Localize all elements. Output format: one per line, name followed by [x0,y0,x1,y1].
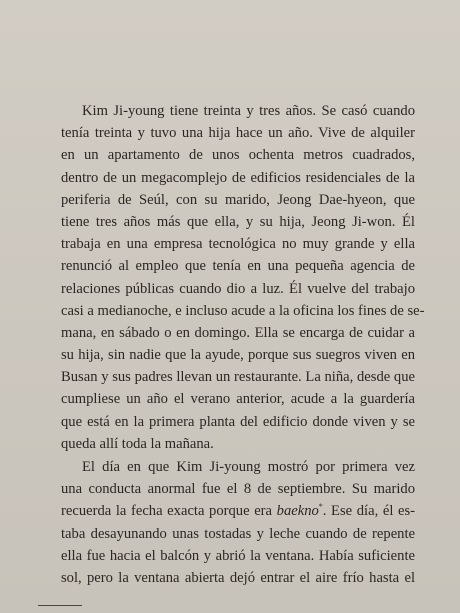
text-line: Kim Ji-young tiene treinta y tres años. Se casó cuando [82,103,415,119]
text-line: queda allí toda la mañana. [61,435,214,452]
text-line: cumpliese un año el verano anterior, acude a la guardería [61,391,415,408]
text-line: tenía treinta y tuvo una hija hace un año. Vive de alquiler [61,125,415,142]
text-fragment: recuerda la fecha exacta porque era [61,503,277,520]
text-line: una conducta anormal fue el 8 de septiembre. Su marido [61,481,415,498]
text-line: ella fue hacia el balcón y abrió la ventana. Había suficiente [61,547,415,564]
text-line: trabaja en una empresa tecnológica no muy grande y ella [61,236,415,253]
italic-term: baekno [276,503,319,520]
text-line-with-footnote [61,500,415,522]
paragraph-1 [61,100,425,455]
text-line: tiene tres años más que ella, y su hija, Jeong Ji-won. Él [61,213,415,230]
footnote-divider [38,605,82,606]
text-line: Busan y sus padres llevan un restaurante. La niña, desde que [61,369,415,386]
paragraph-2 [61,456,415,589]
text-fragment: . Ese día, él es- [322,503,415,520]
footnote-marker: * [318,502,323,512]
text-line: sol, pero la ventana abierta dejó entrar el aire frío hasta el [61,569,415,586]
text-line: renunció al empleo que tenía en una pequeña agencia de [61,258,415,275]
text-line: taba desayunando unas tostadas y leche cuando de repente [61,525,415,542]
text-line: casi a medianoche, e incluso acude a la oficina los fines de se- [61,302,425,319]
text-line: dentro de un megacomplejo de edificios residenciales de la [61,169,415,186]
text-line: mana, en sábado o en domingo. Ella se encarga de cuidar a [61,324,415,341]
text-line: en un apartamento de unos ochenta metros cuadrados, [61,147,415,164]
text-line: que está en la primera planta del edificio donde viven y se [61,413,415,430]
text-line: relaciones públicas cuando dio a luz. Él vuelve del trabajo [61,280,415,297]
text-line: El día en que Kim Ji-young mostró por primera vez [82,459,415,475]
text-line: su hija, sin nadie que la ayude, porque sus suegros viven en [61,347,415,364]
text-line: periferia de Seúl, con su marido, Jeong Dae-hyeon, que [61,191,415,208]
